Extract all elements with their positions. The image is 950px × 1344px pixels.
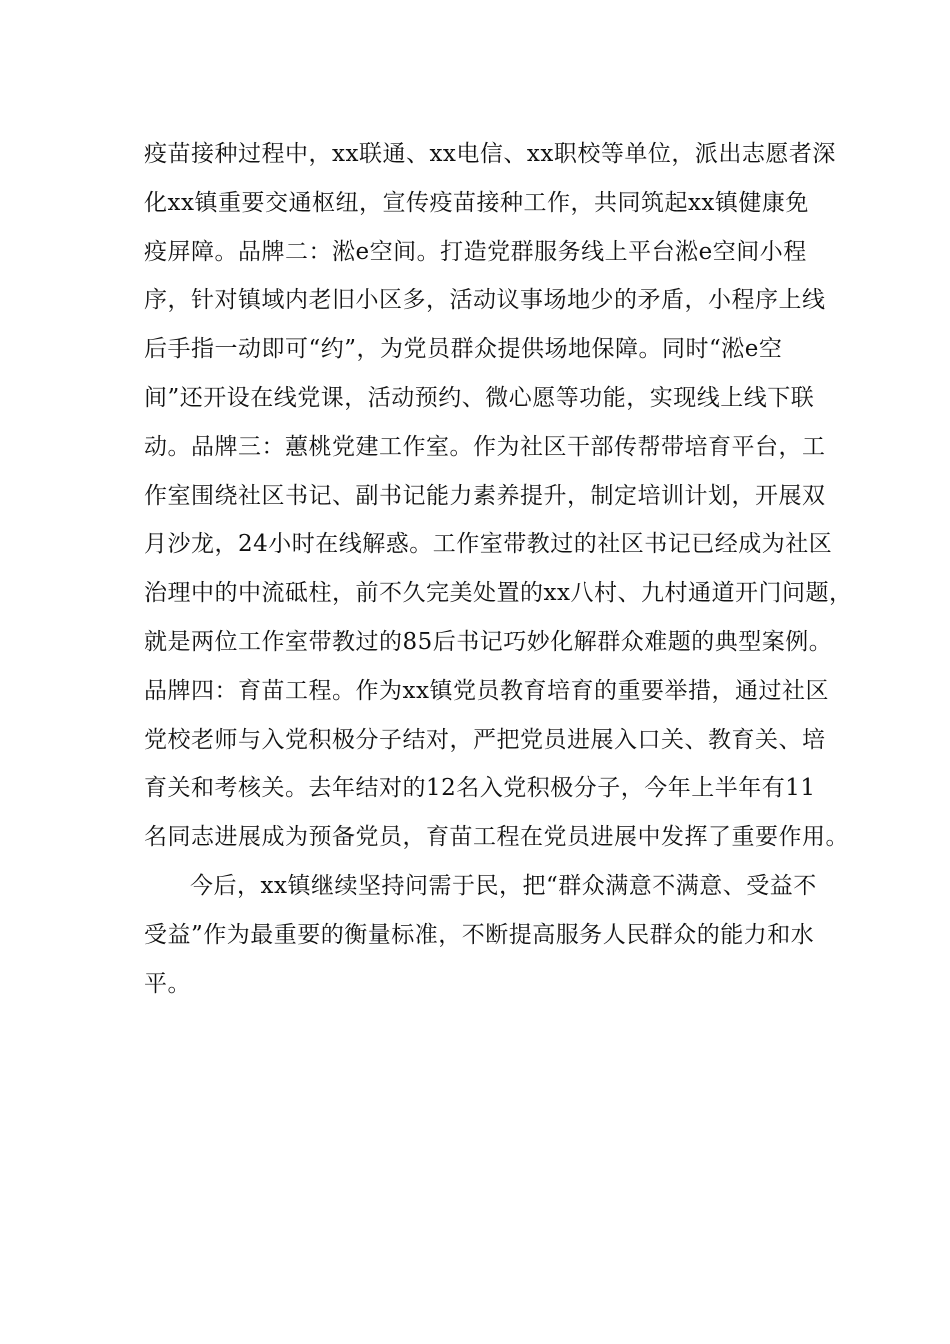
- text-line: 动。品牌三：蕙桃党建工作室。作为社区干部传帮带培育平台，工: [144, 433, 826, 460]
- text-line: 名同志进展成为预备党员，育苗工程在党员进展中发挥了重要作用。: [144, 824, 849, 851]
- text-line: 就是两位工作室带教过的85后书记巧妙化解群众难题的典型案例。: [144, 628, 833, 655]
- text-line: 品牌四：育苗工程。作为xx镇党员教育培育的重要举措，通过社区: [144, 677, 829, 704]
- text-line: 党校老师与入党积极分子结对，严把党员进展入口关、教育关、培: [144, 726, 826, 753]
- text-line: 疫屏障。品牌二：淞e空间。打造党群服务线上平台淞e空间小程: [144, 238, 807, 265]
- text-line: 作室围绕社区书记、副书记能力素养提升，制定培训计划，开展双: [144, 482, 826, 509]
- text-line: 治理中的中流砥柱，前不久完美处置的xx八村、九村通道开门问题，: [144, 580, 853, 607]
- text-line: 后手指一动即可“约”，为党员群众提供场地保障。同时“淞e空: [144, 336, 783, 363]
- text-line: 平。: [144, 970, 191, 997]
- text-line: 育关和考核关。去年结对的12名入党积极分子，今年上半年有11: [144, 775, 816, 802]
- body-text: [144, 130, 853, 1008]
- paragraph-first-line: 今后，xx镇继续坚持问需于民，把“群众满意不满意、受益不: [190, 872, 817, 899]
- text-line: 间”还开设在线党课，活动预约、微心愿等功能，实现线上线下联: [144, 384, 815, 411]
- text-line: 受益”作为最重要的衡量标准，不断提高服务人民群众的能力和水: [144, 921, 815, 948]
- text-line: 月沙龙，24小时在线解惑。工作室带教过的社区书记已经成为社区: [144, 531, 833, 558]
- text-line: 化xx镇重要交通枢纽，宣传疫苗接种工作，共同筑起xx镇健康免: [144, 189, 809, 216]
- text-line: 疫苗接种过程中，xx联通、xx电信、xx职校等单位，派出志愿者深: [144, 141, 836, 167]
- text-line: 序，针对镇域内老旧小区多，活动议事场地少的矛盾，小程序上线: [144, 287, 826, 314]
